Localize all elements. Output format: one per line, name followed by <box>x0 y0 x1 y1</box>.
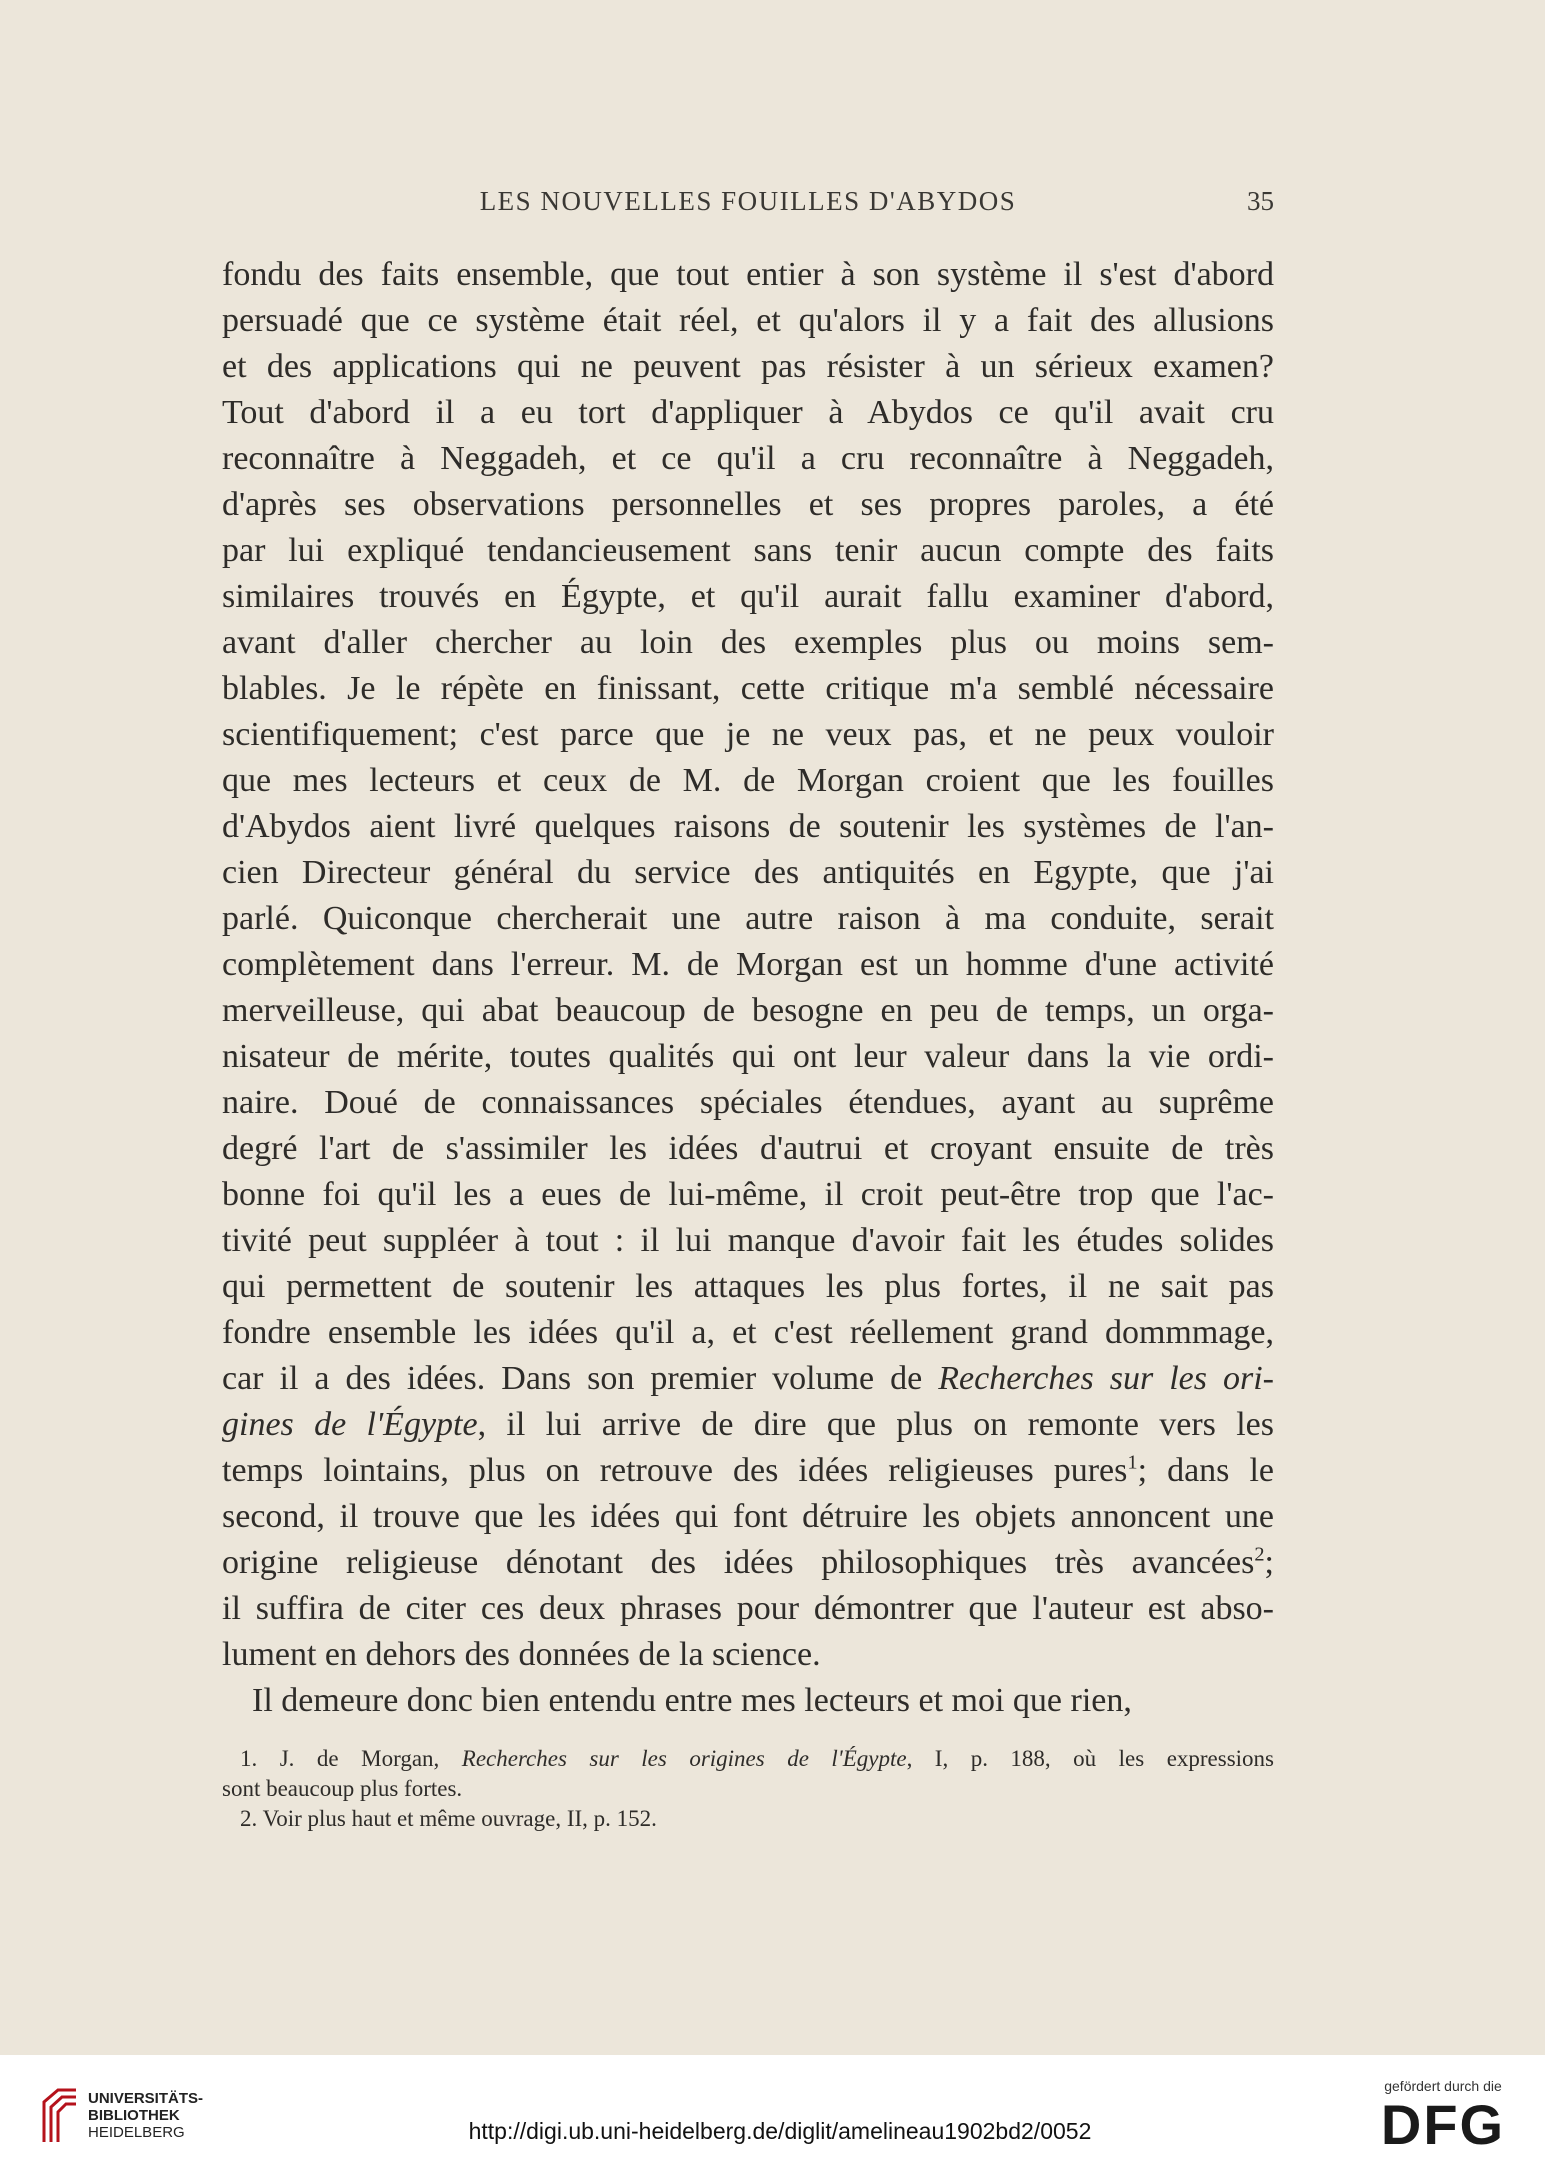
text-line: naire. Doué de connaissances spéciales étendues, ayant au suprême <box>222 1084 1274 1121</box>
funder-label: gefördert durch die <box>1384 2078 1502 2094</box>
text-run: , il lui arrive de dire que plus on remonte vers les <box>477 1406 1274 1443</box>
text-run: temps lointains, plus on retrouve des idées religieuses pures <box>222 1452 1128 1489</box>
library-name-line: UNIVERSITÄTS- <box>88 2090 204 2107</box>
text-line: degré l'art de s'assimiler les idées d'autrui et croyant ensuite de très <box>222 1130 1274 1167</box>
running-title: LES NOUVELLES FOUILLES D'ABYDOS <box>479 186 1017 216</box>
text-run: ; dans le <box>1137 1452 1274 1489</box>
footnote-1-continuation: sont beaucoup plus fortes. <box>222 1776 463 1801</box>
text-run: J. de Morgan, <box>257 1746 462 1771</box>
text-line: lument en dehors des données de la science. <box>222 1636 821 1673</box>
text-line: que mes lecteurs et ceux de M. de Morgan croient que les fouilles <box>222 762 1274 799</box>
text-line: d'après ses observations personnelles et ses propres paroles, a été <box>222 486 1274 523</box>
text-line: fondu des faits ensemble, que tout entier à son système il s'est d'abord <box>222 256 1274 293</box>
dfg-logo: DFG <box>1380 2093 1506 2156</box>
text-run: origine religieuse dénotant des idées philosophiques très avancées <box>222 1544 1255 1581</box>
library-logo-icon <box>38 2082 82 2146</box>
text-line: second, il trouve que les idées qui font détruire les objets annoncent une <box>222 1498 1274 1535</box>
body-text <box>222 252 1274 1724</box>
text-line: cien Directeur général du service des antiquités en Egypte, que j'ai <box>222 854 1274 891</box>
text-run: , I, p. 188, où les expressions <box>906 1746 1275 1771</box>
footnote-2: 2. Voir plus haut et même ouvrage, II, p. 152. <box>240 1806 657 1831</box>
library-name-line: HEIDELBERG <box>88 2124 185 2141</box>
footnote-ref[interactable]: 1 <box>1127 1451 1138 1474</box>
text-line: Tout d'abord il a eu tort d'appliquer à Abydos ce qu'il avait cru <box>222 394 1274 431</box>
library-name <box>88 2090 203 2141</box>
page-number: 35 <box>1247 186 1274 216</box>
text-line: parlé. Quiconque chercherait une autre raison à ma conduite, serait <box>222 900 1274 937</box>
text-line: similaires trouvés en Égypte, et qu'il aurait fallu examiner d'abord, <box>222 578 1274 615</box>
library-name-line: BIBLIOTHEK <box>88 2107 180 2124</box>
text-line: fondre ensemble les idées qu'il a, et c'est réellement grand dommmage, <box>222 1314 1274 1351</box>
text-line <box>222 1540 1274 1586</box>
footnotes <box>222 1744 1274 1834</box>
funder <box>1363 2078 1523 2156</box>
text-line: qui permettent de soutenir les attaques les plus fortes, il ne sait pas <box>222 1268 1274 1305</box>
text-line <box>222 1356 1274 1402</box>
viewer-footer <box>0 2055 1545 2169</box>
text-run: car il a des idées. Dans son premier volume de <box>222 1360 939 1397</box>
text-line: reconnaître à Neggadeh, et ce qu'il a cru reconnaître à Neggadeh, <box>222 440 1274 477</box>
text-line: il suffira de citer ces deux phrases pour démontrer que l'auteur est abso- <box>222 1590 1274 1627</box>
text-line: d'Abydos aient livré quelques raisons de soutenir les systèmes de l'an- <box>222 808 1274 845</box>
text-line: par lui expliqué tendancieusement sans tenir aucun compte des faits <box>222 532 1274 569</box>
footnote-number: 1. <box>240 1746 258 1771</box>
text-line: merveilleuse, qui abat beaucoup de besogne en peu de temps, un orga- <box>222 992 1274 1029</box>
text-line: avant d'aller chercher au loin des exemples plus ou moins sem- <box>222 624 1274 661</box>
text-line: complètement dans l'erreur. M. de Morgan est un homme d'une activité <box>222 946 1274 983</box>
text-line: et des applications qui ne peuvent pas résister à un sérieux examen? <box>222 348 1274 385</box>
permalink-url[interactable]: http://digi.ub.uni-heidelberg.de/diglit/amelineau1902bd2/0052 <box>468 2118 1092 2144</box>
text-line <box>222 1448 1274 1494</box>
text-line: blables. Je le répète en finissant, cette critique m'a semblé nécessaire <box>222 670 1274 707</box>
text-line: Il demeure donc bien entendu entre mes lecteurs et moi que rien, <box>252 1682 1132 1719</box>
text-line: bonne foi qu'il les a eues de lui-même, il croit peut-être trop que l'ac- <box>222 1176 1274 1213</box>
book-title-italic: Recherches sur les origines de l'Égypte <box>461 1746 907 1771</box>
text-line: scientifiquement; c'est parce que je ne veux pas, et ne peux vouloir <box>222 716 1274 753</box>
text-line: tivité peut suppléer à tout : il lui manque d'avoir fait les études solides <box>222 1222 1274 1259</box>
book-title-italic: gines de l'Égypte <box>222 1406 478 1443</box>
footnote-1 <box>222 1744 1274 1774</box>
text-line: persuadé que ce système était réel, et qu'alors il y a fait des allusions <box>222 302 1274 339</box>
running-head <box>222 186 1274 226</box>
text-line <box>222 1402 1274 1448</box>
text-run: ; <box>1264 1544 1274 1581</box>
book-title-italic: Recherches sur les ori- <box>938 1360 1274 1397</box>
text-line: nisateur de mérite, toutes qualités qui ont leur valeur dans la vie ordi- <box>222 1038 1274 1075</box>
footnote-ref[interactable]: 2 <box>1254 1543 1265 1566</box>
